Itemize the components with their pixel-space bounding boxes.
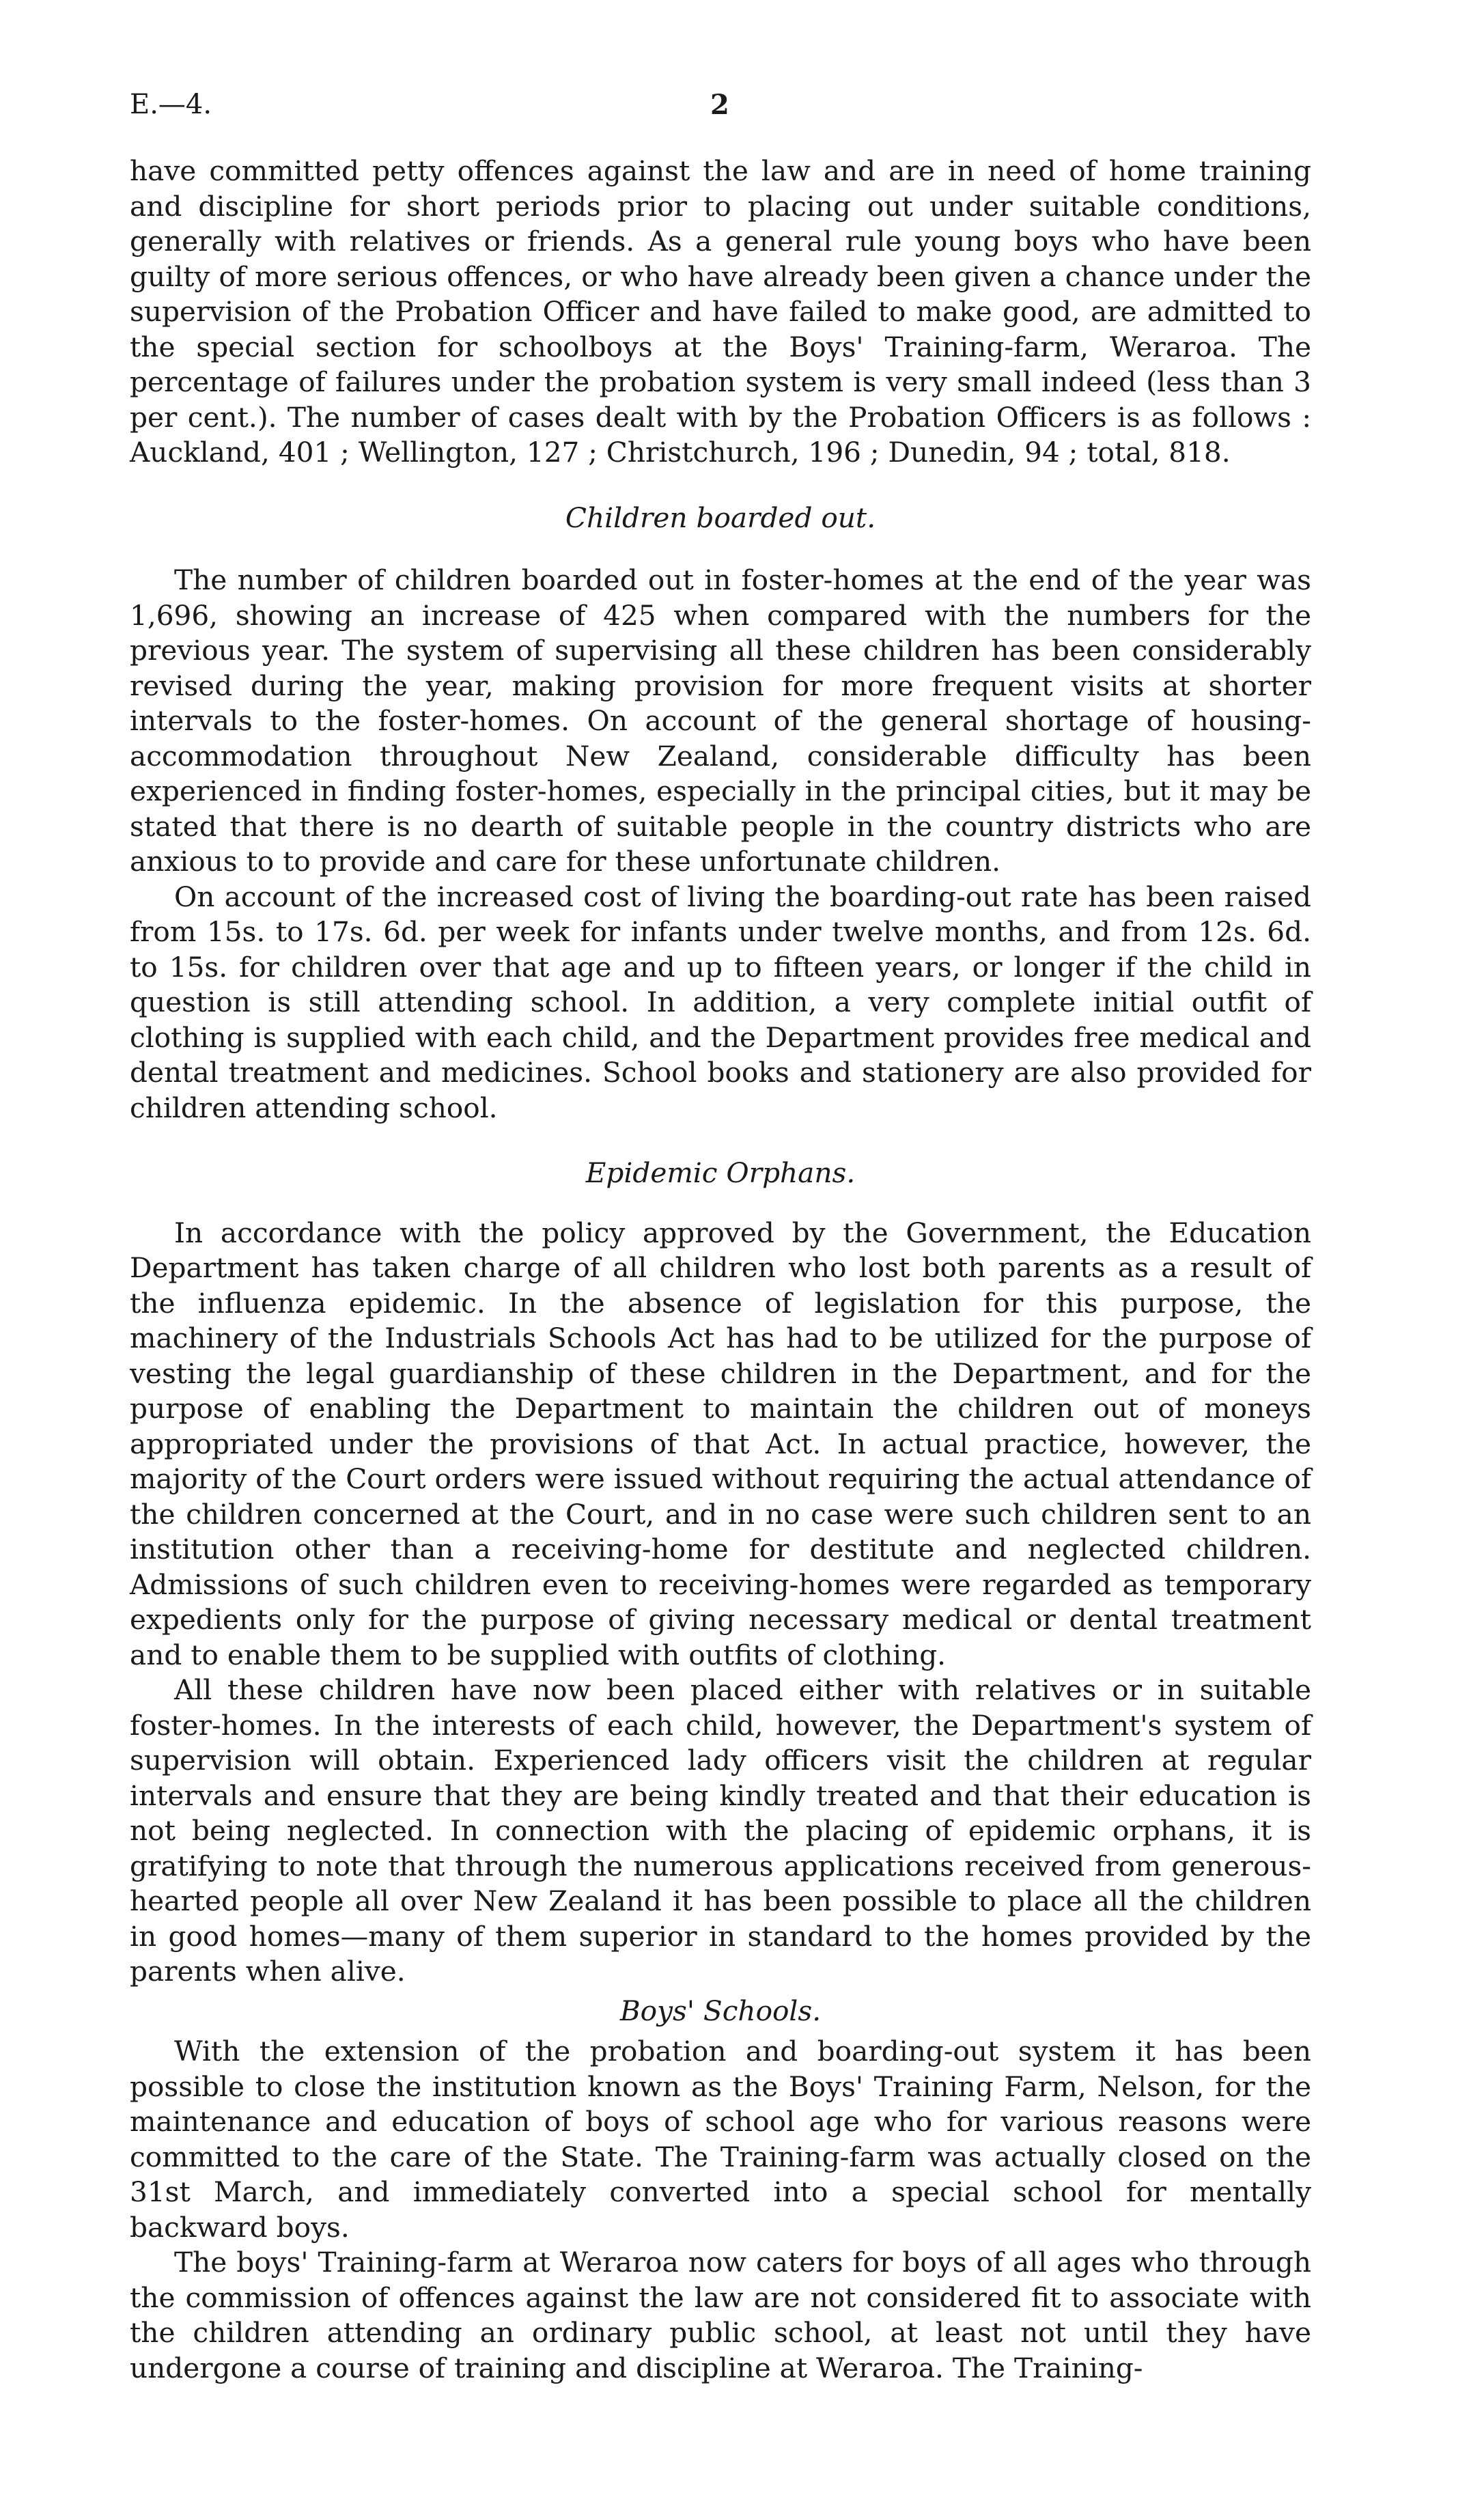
page-header — [130, 89, 1311, 130]
section-heading-children-boarded-out: Children boarded out. — [565, 501, 876, 534]
document-reference: E.—4. — [130, 89, 212, 120]
paragraph-weraroa: The boys' Training-farm at Weraroa now caters for boys of all ages who through the commission of offences against the law are not considered fit to associate with the children attending an ordinary public school, at least not until they have undergone a course of training and discipline at Weraroa. The Training- — [130, 2246, 1311, 2384]
paragraph-epidemic-placement: All these children have now been placed either with relatives or in suitable foster-homes. In the interests of each child, however, the Department's system of supervision will obtain. Experienced lady officers visit the children at regular intervals and ensure that they are being kindly treated and that their education is not being neglected. In connection with the placing of epidemic orphans, it is gratifying to note that through the numerous applications received from generous-hearted people all over New Zealand it has been possible to place all the children in good homes—many of them superior in standard to the homes provided by the parents when alive. — [130, 1673, 1311, 1988]
section-heading-epidemic-orphans: Epidemic Orphans. — [585, 1156, 856, 1189]
paragraph-boarding-out-rate: On account of the increased cost of living the boarding-out rate has been raised from 15s. to 17s. 6d. per week for infants under twelve months, and from 12s. 6d. to 15s. for children over that age and up to fifteen years, or longer if the child in question is still attending school. In addition, a very complete initial outfit of clothing is supplied with each child, and the Department provides free medical and dental treatment and medicines. School books and stationery are also provided for children attending school. — [130, 880, 1311, 1124]
paragraph-nelson-closure: With the extension of the probation and boarding-out system it has been possible to close the institution known as the Boys' Training Farm, Nelson, for the maintenance and education of boys of school age who for various reasons were committed to the care of the State. The Training-farm was actually closed on the 31st March, and immediately converted into a special school for mentally backward boys. — [130, 2035, 1311, 2244]
section-heading-boys-schools: Boys' Schools. — [619, 1994, 822, 2027]
paragraph-epidemic-policy: In accordance with the policy approved by the Government, the Education Department has taken charge of all children who lost both parents as a result of the influenza epidemic. In the absence of legislation for this purpose, the machinery of the Industrials Schools Act has had to be utilized for the purpose of vesting the legal guardianship of these children in the Department, and for the purpose of enabling the Department to maintain the children out of moneys appropriated under the provisions of that Act. In actual practice, however, the majority of the Court orders were issued without requiring the actual attendance of the children concerned at the Court, and in no case were such children sent to an institution other than a receiving-home for destitute and neglected children. Admissions of such children even to receiving-homes were regarded as temporary expedients only for the purpose of giving necessary medical or dental treatment and to enable them to be supplied with outfits of clothing. — [130, 1216, 1311, 1671]
page-number: 2 — [710, 89, 729, 121]
paragraph-continuation: have committed petty offences against the law and are in need of home training and discipline for short periods prior to placing out under suitable conditions, generally with relatives or friends. As a general rule young boys who have been guilty of more serious offences, or who have already been given a chance under the supervision of the Probation Officer and have failed to make good, are admitted to the special section for schoolboys at the Boys' Training-farm, Weraroa. The percentage of failures under the probation system is very small indeed (less than 3 per cent.). The number of cases dealt with by the Probation Officers is as follows : Auckland, 401 ; Wellington, 127 ; Christchurch, 196 ; Dunedin, 94 ; total, 818. — [130, 154, 1311, 469]
document-body — [130, 154, 1311, 2386]
paragraph-boarded-out-numbers: The number of children boarded out in foster-homes at the end of the year was 1,696, showing an increase of 425 when compared with the numbers for the previous year. The system of supervising all these children has been considerably revised during the year, making provision for more frequent visits at shorter intervals to the foster-homes. On account of the general shortage of housing-accommodation throughout New Zealand, considerable difficulty has been experienced in finding foster-homes, especially in the principal cities, but it may be stated that there is no dearth of suitable people in the country districts who are anxious to to provide and care for these unfortunate children. — [130, 563, 1311, 878]
